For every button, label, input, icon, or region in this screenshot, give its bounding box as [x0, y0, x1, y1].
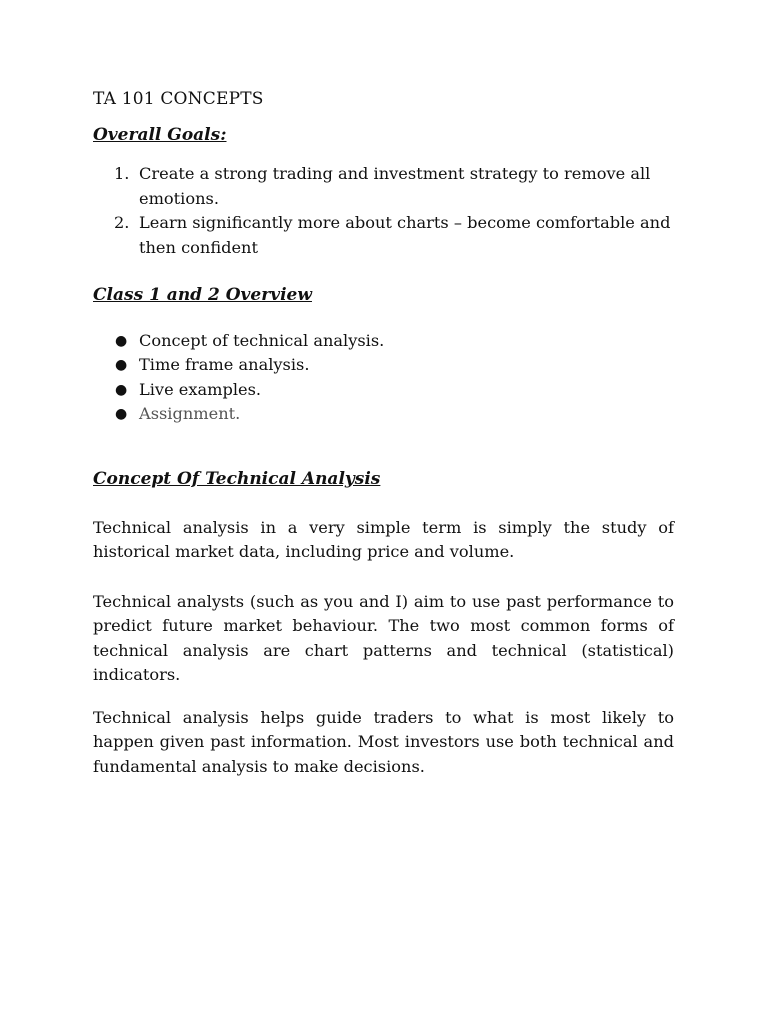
overview-item-text: Time frame analysis.: [139, 355, 310, 375]
goals-list: [93, 162, 683, 260]
paragraph: Technical analysis helps guide traders to what is most likely to happen given past information. Most investors use both technical and fundamental analysis to make decisions.: [93, 708, 674, 776]
document-title: TA 101 CONCEPTS: [93, 89, 264, 109]
overview-list: [93, 329, 683, 426]
bullet-icon: ●: [115, 405, 128, 422]
goal-number: 2.: [114, 213, 130, 232]
overall-goals-heading: Overall Goals:: [93, 125, 227, 145]
goal-item: [93, 162, 683, 211]
goal-text: Create a strong trading and investment strategy to remove all emotions.: [139, 164, 651, 208]
class-overview-heading: Class 1 and 2 Overview: [93, 285, 312, 305]
bullet-icon: ●: [115, 333, 128, 349]
overview-item: [93, 353, 683, 377]
bullet-icon: ●: [115, 357, 128, 374]
goal-item: [93, 211, 683, 260]
overview-item: [93, 402, 683, 426]
overview-item-text: Concept of technical analysis.: [139, 331, 385, 350]
concept-heading: Concept Of Technical Analysis: [93, 469, 381, 489]
bullet-icon: ●: [115, 381, 128, 398]
overview-item: [93, 378, 683, 402]
goal-text: Learn significantly more about charts – become comfortable and then confident: [139, 213, 671, 257]
overview-item-text: Assignment.: [139, 403, 241, 423]
overview-item: [93, 329, 683, 353]
paragraph: Technical analysts (such as you and I) aim to use past performance to predict future market behaviour. The two most common forms of technical analysis are chart patterns and technical (statistical) indicators.: [93, 592, 674, 684]
overview-item-text: Live examples.: [139, 379, 262, 399]
paragraph: Technical analysis in a very simple term is simply the study of historical market data, including price and volume.: [93, 518, 674, 562]
goal-number: 1.: [114, 164, 130, 183]
